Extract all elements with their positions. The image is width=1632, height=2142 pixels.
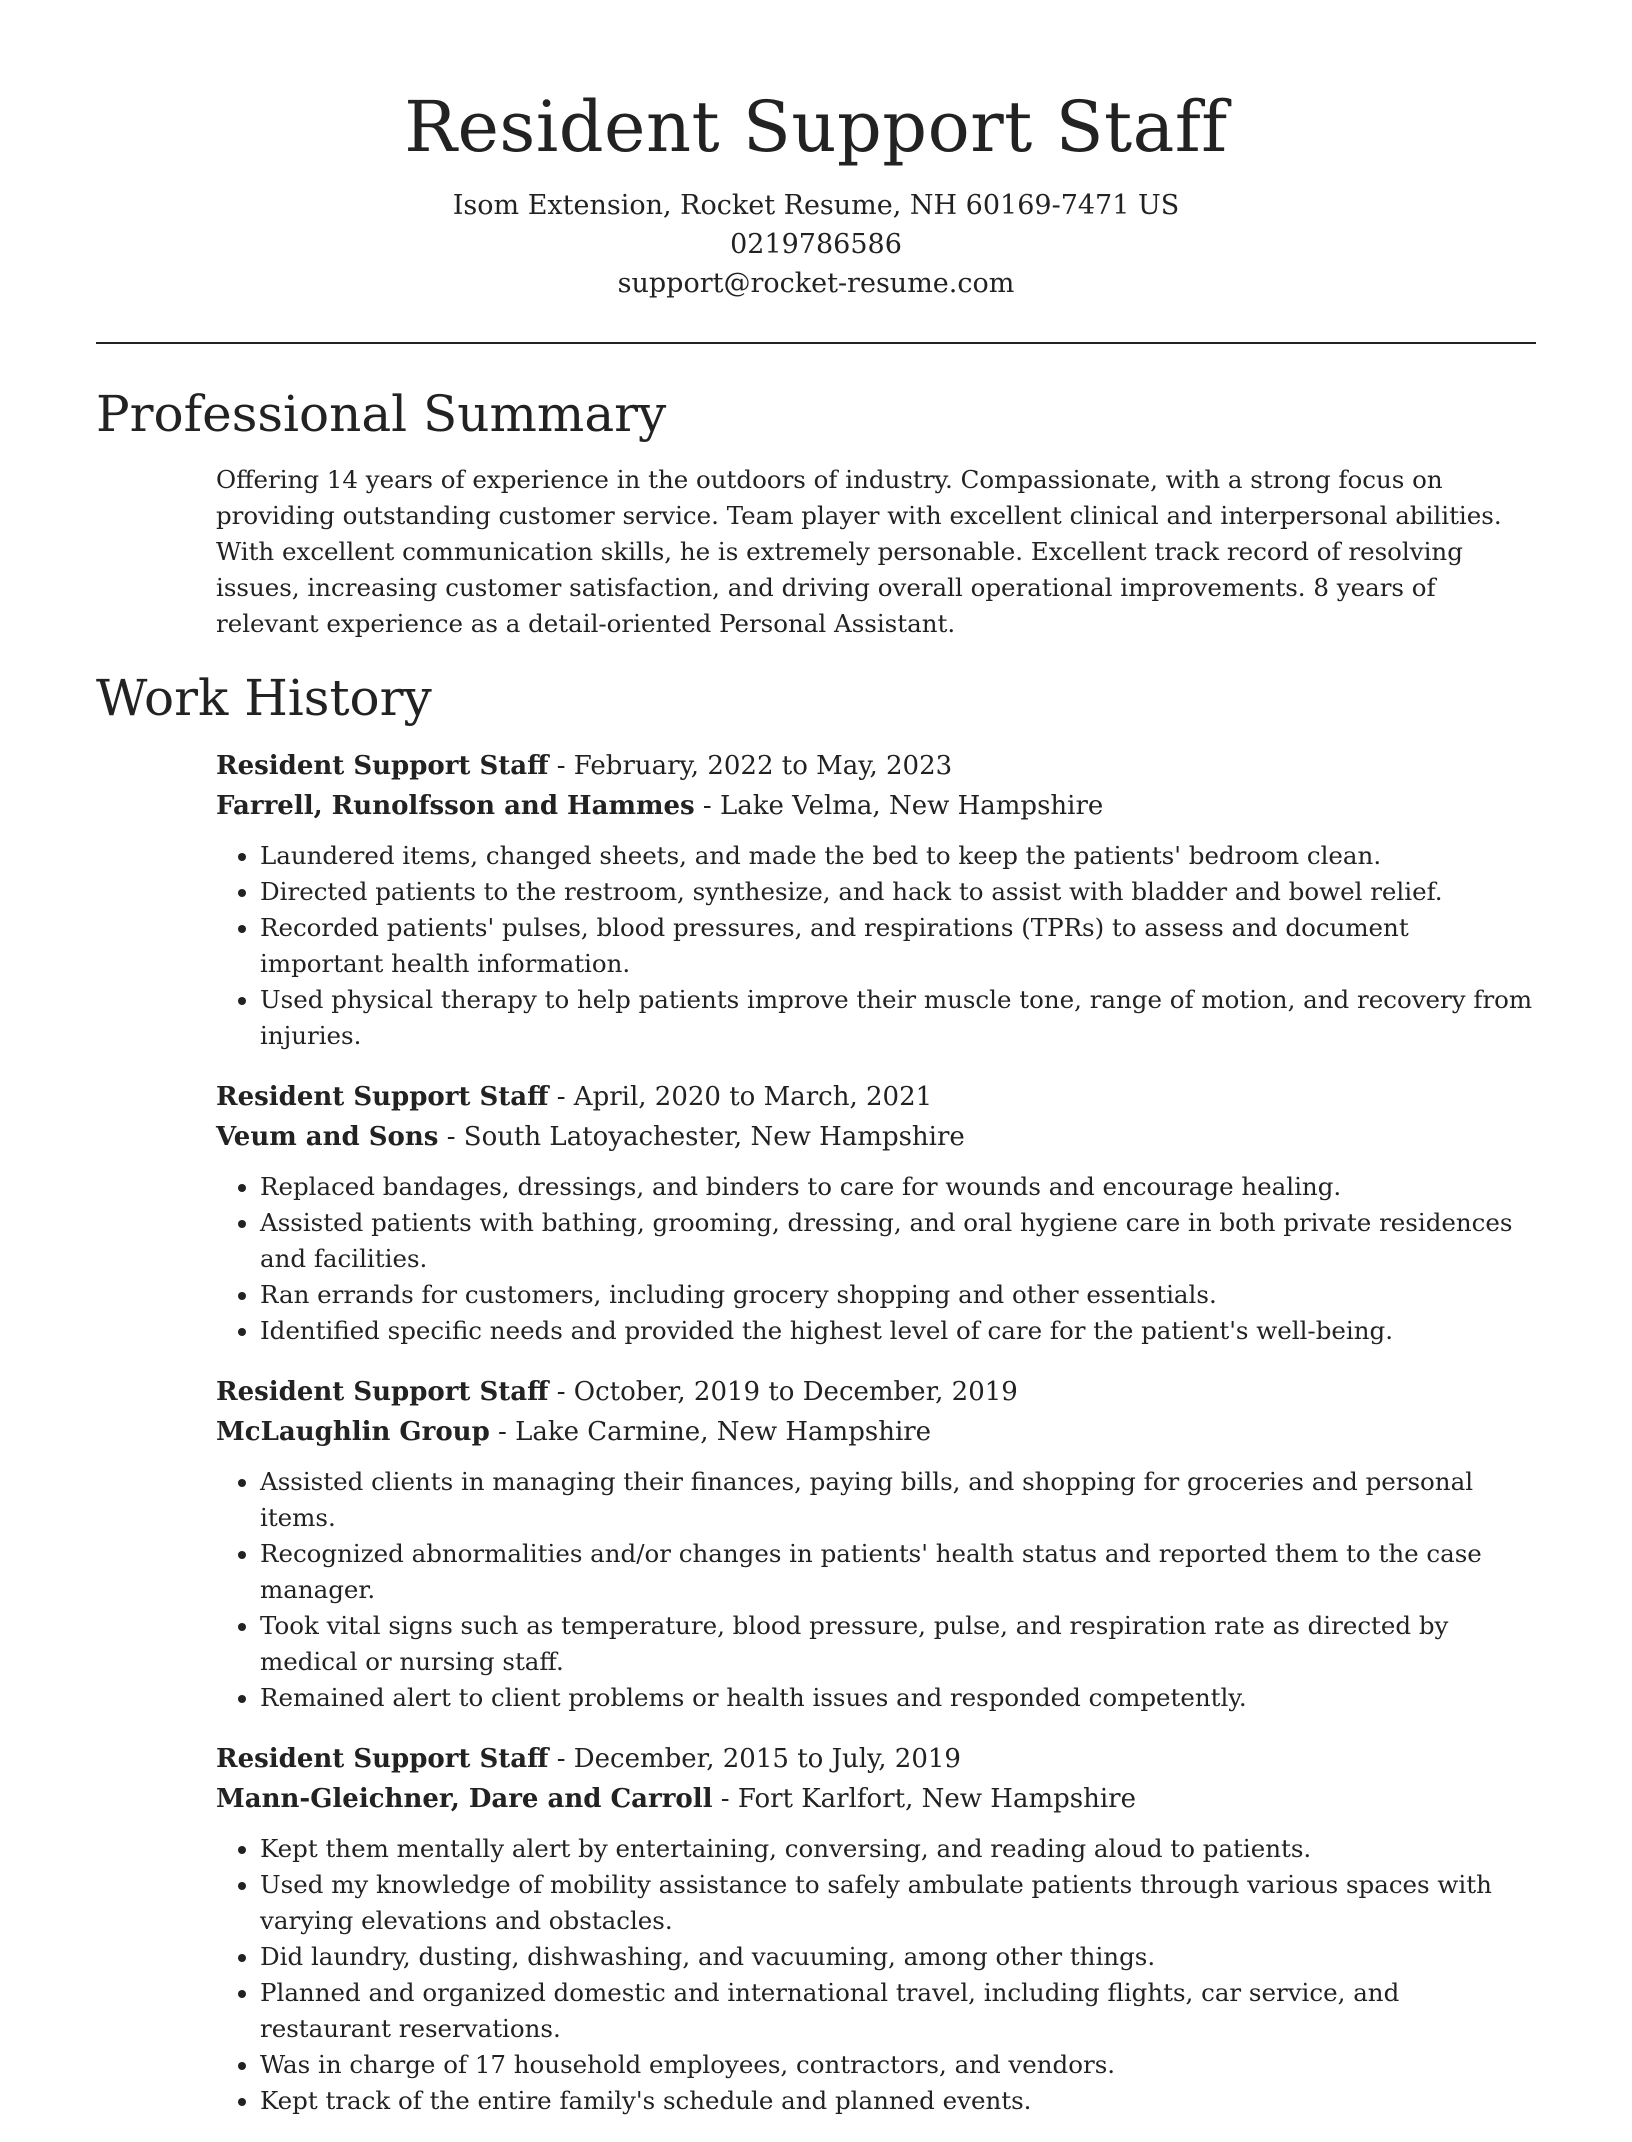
job-location: South Latoyachester, New Hampshire [463, 1122, 965, 1152]
job-separator: - [712, 1784, 738, 1814]
job-bullets [216, 838, 1536, 1054]
job-separator: - [489, 1417, 516, 1447]
job-bullet: • Replaced bandages, dressings, and binders to care for wounds and encourage healing. [260, 1169, 1536, 1205]
job-bullet: • Used my knowledge of mobility assistance to safely ambulate patients through various spaces with varying elevations and obstacles. [260, 1867, 1536, 1939]
job-employer-line [216, 1117, 1536, 1157]
job-bullet: • Remained alert to client problems or health issues and responded competently. [260, 1680, 1536, 1716]
job-title: Resident Support Staff [216, 751, 549, 781]
job-location: Lake Velma, New Hampshire [720, 791, 1104, 821]
header-divider [96, 342, 1536, 344]
job-separator: - [548, 1744, 574, 1774]
job-employer: Farrell, Runolfsson and Hammes [216, 791, 695, 821]
job-dates: February, 2022 to May, 2023 [573, 751, 953, 781]
work-history-list [216, 746, 1536, 2142]
job-separator: - [548, 1082, 574, 1112]
summary-text: Offering 14 years of experience in the outdoors of industry. Compassionate, with a strong focus on providing outstanding customer service. Team player with excellent clinical and interpersonal abilities. With excellent communication skills, he is extremely personable. Excellent track record of resolving issues, increasing customer satisfaction, and driving overall operational improvements. 8 years of relevant experience as a detail-oriented Personal Assistant. [216, 465, 1502, 638]
job-entry [216, 1739, 1536, 2119]
job-bullet: • Kept track of the entire family's schedule and planned events. [260, 2083, 1536, 2119]
job-title-line [216, 1739, 1536, 1779]
job-bullet: • Was in charge of 17 household employees, contractors, and vendors. [260, 2047, 1536, 2083]
job-bullet: • Did laundry, dusting, dishwashing, and vacuuming, among other things. [260, 1939, 1536, 1975]
work-history-heading: Work History [96, 669, 432, 727]
job-bullets [216, 1169, 1536, 1349]
job-bullet: • Recognized abnormalities and/or changes in patients' health status and reported them to the case manager. [260, 1536, 1536, 1608]
job-entry [216, 746, 1536, 1054]
job-employer: McLaughlin Group [216, 1417, 490, 1447]
job-bullet: • Took vital signs such as temperature, blood pressure, pulse, and respiration rate as directed by medical or nursing staff. [260, 1608, 1536, 1680]
job-bullets [216, 1831, 1536, 2119]
job-bullet: • Assisted patients with bathing, grooming, dressing, and oral hygiene care in both private residences and facilities. [260, 1205, 1536, 1277]
contact-phone: 0219786586 [730, 229, 902, 260]
job-employer: Veum and Sons [216, 1122, 439, 1152]
job-title-line [216, 1077, 1536, 1117]
resume-name: Resident Support Staff [404, 86, 1228, 168]
job-title: Resident Support Staff [216, 1082, 549, 1112]
job-separator: - [548, 1377, 574, 1407]
job-entry [216, 1077, 1536, 1349]
job-dates: December, 2015 to July, 2019 [573, 1744, 961, 1774]
job-bullet: • Assisted clients in managing their finances, paying bills, and shopping for groceries and personal items. [260, 1464, 1536, 1536]
job-title-line [216, 1372, 1536, 1412]
job-employer-line [216, 1779, 1536, 1819]
contact-block [0, 186, 1632, 303]
job-bullet: • Laundered items, changed sheets, and made the bed to keep the patients' bedroom clean. [260, 838, 1536, 874]
job-location: Lake Carmine, New Hampshire [515, 1417, 932, 1447]
job-separator: - [438, 1122, 464, 1152]
contact-email: support@rocket-resume.com [617, 268, 1015, 299]
job-bullet: • Used physical therapy to help patients improve their muscle tone, range of motion, and recovery from injuries. [260, 982, 1536, 1054]
job-location: Fort Karlfort, New Hampshire [737, 1784, 1136, 1814]
job-bullet: • Directed patients to the restroom, synthesize, and hack to assist with bladder and bowel relief. [260, 874, 1536, 910]
job-separator: - [548, 751, 574, 781]
summary-heading: Professional Summary [96, 385, 667, 443]
job-bullet: • Kept them mentally alert by entertaining, conversing, and reading aloud to patients. [260, 1831, 1536, 1867]
job-bullet: • Identified specific needs and provided the highest level of care for the patient's well-being. [260, 1313, 1536, 1349]
job-dates: October, 2019 to December, 2019 [573, 1377, 1018, 1407]
job-employer: Mann-Gleichner, Dare and Carroll [216, 1784, 713, 1814]
job-employer-line [216, 1412, 1536, 1452]
job-entry [216, 1372, 1536, 1716]
job-title: Resident Support Staff [216, 1744, 549, 1774]
job-bullet: • Planned and organized domestic and international travel, including flights, car service, and restaurant reservations. [260, 1975, 1536, 2047]
job-employer-line [216, 786, 1536, 826]
job-bullet: • Recorded patients' pulses, blood pressures, and respirations (TPRs) to assess and document important health information. [260, 910, 1536, 982]
resume-header [0, 0, 1632, 303]
job-bullets [216, 1464, 1536, 1716]
job-bullet: • Ran errands for customers, including grocery shopping and other essentials. [260, 1277, 1536, 1313]
contact-address: Isom Extension, Rocket Resume, NH 60169-7471 US [452, 190, 1180, 221]
job-separator: - [694, 791, 720, 821]
job-title-line [216, 746, 1536, 786]
job-dates: April, 2020 to March, 2021 [573, 1082, 933, 1112]
job-title: Resident Support Staff [216, 1377, 549, 1407]
